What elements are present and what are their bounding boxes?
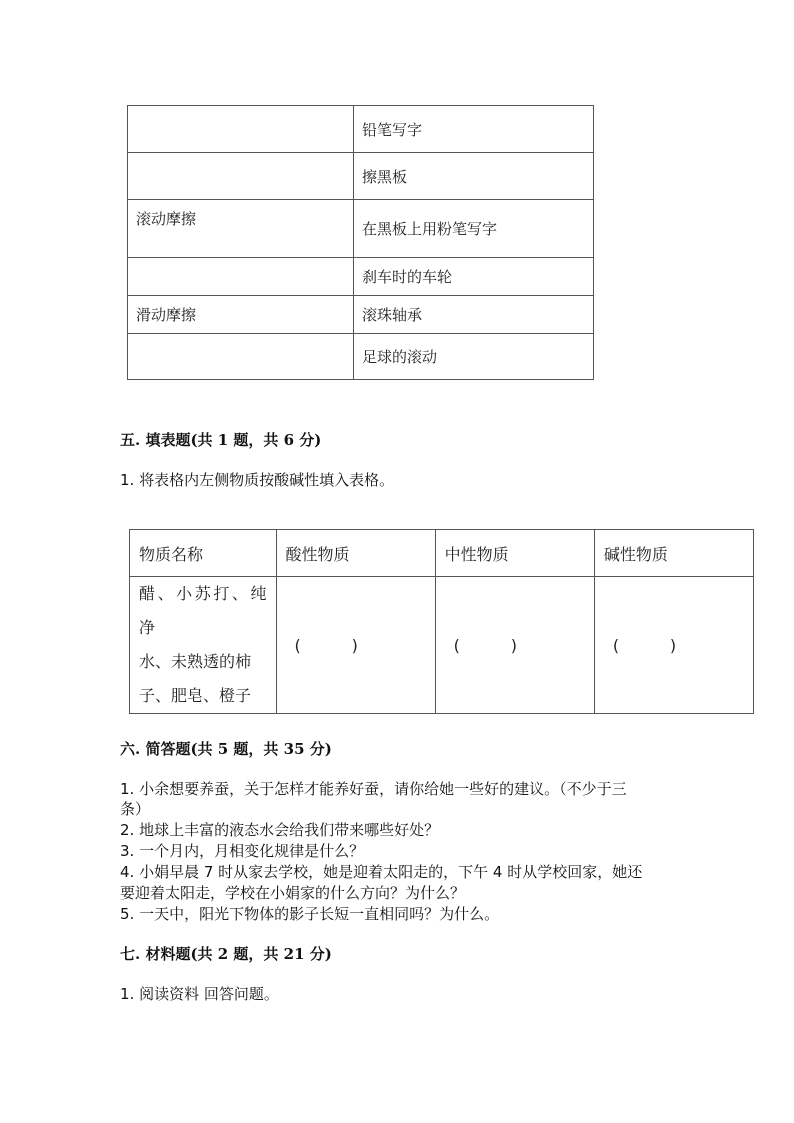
friction-example-cell: 足球的滚动 xyxy=(354,334,594,380)
section-5-title: 五. 填表题(共 1 题，共 6 分) xyxy=(120,431,322,449)
question-text: 条） xyxy=(120,800,151,818)
column-header: 中性物质 xyxy=(435,530,594,577)
friction-example-cell: 擦黑板 xyxy=(354,153,594,200)
substance-line: 醋、小苏打、纯净 xyxy=(139,584,267,637)
friction-example-cell: 滚珠轴承 xyxy=(354,296,594,334)
acidic-answer-blank[interactable]: ( ) xyxy=(276,577,435,714)
friction-matching-table xyxy=(127,105,594,380)
question-text: 5. 一天中，阳光下物体的影子长短一直相同吗？为什么。 xyxy=(120,905,500,923)
column-header: 酸性物质 xyxy=(276,530,435,577)
friction-example-cell: 在黑板上用粉笔写字 xyxy=(354,200,594,258)
table-header-row xyxy=(130,530,754,577)
alkaline-answer-blank[interactable]: ( ) xyxy=(594,577,753,714)
question-text: 4. 小娟早晨 7 时从家去学校，她是迎着太阳走的，下午 4 时从学校回家，她还 xyxy=(120,863,643,881)
section-6-title: 六. 简答题(共 5 题，共 35 分) xyxy=(120,740,332,758)
friction-type-cell: 滚动摩擦 xyxy=(128,200,354,258)
question-text: 要迎着太阳走，学校在小娟家的什么方向？为什么？ xyxy=(120,884,466,902)
table-row xyxy=(128,296,594,334)
friction-left-cell xyxy=(128,258,354,296)
friction-left-cell xyxy=(128,334,354,380)
table-row xyxy=(128,200,594,258)
question-text: 3. 一个月内，月相变化规律是什么？ xyxy=(120,842,365,860)
substance-list-cell xyxy=(130,577,277,714)
substance-line: 水、未熟透的柿 xyxy=(139,652,252,671)
friction-example-cell: 铅笔写字 xyxy=(354,106,594,153)
question-text: 2. 地球上丰富的液态水会给我们带来哪些好处？ xyxy=(120,821,440,839)
table-row xyxy=(130,577,754,714)
table-row xyxy=(128,106,594,153)
table-row xyxy=(128,258,594,296)
friction-example-cell: 刹车时的车轮 xyxy=(354,258,594,296)
column-header: 物质名称 xyxy=(130,530,277,577)
column-header: 碱性物质 xyxy=(594,530,753,577)
friction-type-cell: 滑动摩擦 xyxy=(128,296,354,334)
table-row xyxy=(128,334,594,380)
friction-left-cell xyxy=(128,153,354,200)
friction-left-cell xyxy=(128,106,354,153)
acid-base-table xyxy=(129,529,754,714)
section-7-title: 七. 材料题(共 2 题，共 21 分) xyxy=(120,945,332,963)
question-text: 1. 小余想要养蚕，关于怎样才能养好蚕，请你给她一些好的建议。（不少于三 xyxy=(120,780,627,798)
table-row xyxy=(128,153,594,200)
question-text: 1. 将表格内左侧物质按酸碱性填入表格。 xyxy=(120,471,395,489)
question-text: 1. 阅读资料 回答问题。 xyxy=(120,985,279,1003)
substance-line: 子、肥皂、橙子 xyxy=(139,686,252,705)
neutral-answer-blank[interactable]: ( ) xyxy=(435,577,594,714)
